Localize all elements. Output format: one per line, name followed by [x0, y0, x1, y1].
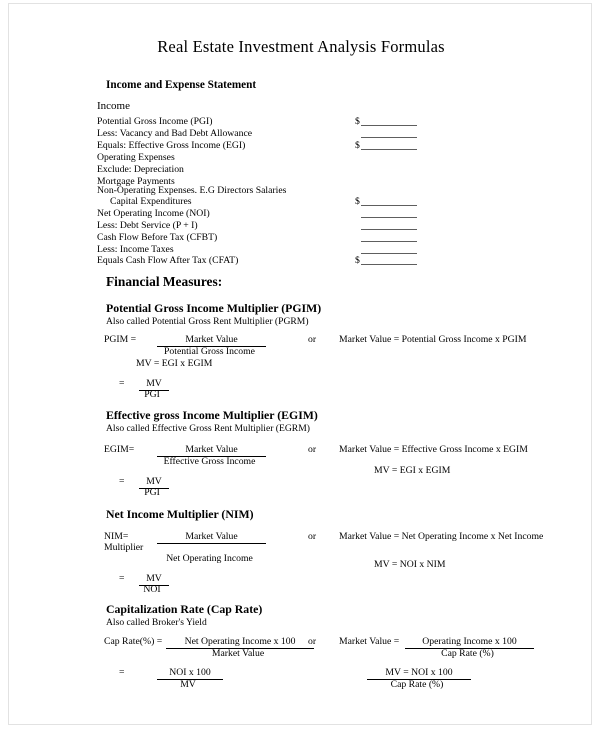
- cap-rate-equals-sign: =: [119, 667, 125, 678]
- nim-right-line-2: MV = NOI x NIM: [374, 559, 446, 570]
- egim-or-separator: or: [308, 444, 317, 455]
- income-row-rule: [361, 217, 417, 218]
- egim-right-line-2: MV = EGI x EGIM: [374, 465, 451, 476]
- cap-rate-alt-numerator: NOI x 100: [157, 667, 223, 680]
- nim-alt-denominator: NOI: [143, 584, 161, 595]
- income-row-label: Less: Income Taxes: [97, 244, 174, 255]
- nim-or-separator: or: [308, 531, 317, 542]
- cap-rate-title: Capitalization Rate (Cap Rate): [106, 602, 263, 616]
- egim-lhs: EGIM=: [104, 444, 135, 455]
- income-statement-heading: Income and Expense Statement: [106, 79, 257, 91]
- income-row-dollar: $: [355, 255, 360, 266]
- income-subheading: Income: [97, 100, 130, 112]
- cap-rate-right-denominator-2: Cap Rate (%): [390, 679, 444, 690]
- pgim-or-separator: or: [308, 334, 317, 345]
- income-row-rule: [361, 137, 417, 138]
- income-row-label: Exclude: Depreciation: [97, 164, 184, 175]
- pgim-alt-numerator: MV: [139, 378, 169, 391]
- income-row-label: Mortgage Payments: [97, 176, 175, 187]
- income-row-rule: [361, 149, 417, 150]
- nim-denominator: Net Operating Income: [166, 553, 253, 564]
- egim-title: Effective gross Income Multiplier (EGIM): [106, 408, 318, 422]
- income-row-dollar: $: [355, 116, 360, 127]
- cap-rate-right-numerator-2: MV = NOI x 100: [367, 667, 471, 680]
- cap-rate-alt-denominator: MV: [180, 679, 196, 690]
- cap-rate-or-separator: or: [308, 636, 317, 647]
- income-row-rule: [361, 241, 417, 242]
- nim-title: Net Income Multiplier (NIM): [106, 507, 254, 521]
- cap-rate-right-lhs: Market Value =: [339, 636, 400, 647]
- nim-numerator: Market Value: [157, 531, 266, 544]
- pgim-alt-denominator: PGI: [144, 389, 160, 400]
- pgim-numerator: Market Value: [157, 334, 266, 347]
- egim-equals-sign: =: [119, 476, 125, 487]
- egim-right-line: Market Value = Effective Gross Income x EGIM: [339, 444, 528, 455]
- pgim-equals-sign: =: [119, 378, 125, 389]
- egim-alt-denominator: PGI: [144, 487, 160, 498]
- income-row-label: Equals Cash Flow After Tax (CFAT): [97, 255, 239, 266]
- income-row-label: Cash Flow Before Tax (CFBT): [97, 232, 218, 243]
- income-row-rule: [361, 205, 417, 206]
- financial-measures-heading: Financial Measures:: [106, 274, 223, 289]
- cap-rate-right-numerator: Operating Income x 100: [405, 636, 534, 649]
- pgim-lhs: PGIM =: [104, 334, 137, 345]
- nim-alt-numerator: MV: [139, 573, 169, 586]
- pgim-right-line: Market Value = Potential Gross Income x PGIM: [339, 334, 527, 345]
- document-page: [8, 3, 592, 725]
- nim-equals-sign: =: [119, 573, 125, 584]
- egim-alt-numerator: MV: [139, 476, 169, 489]
- cap-rate-lhs: Cap Rate(%) =: [104, 636, 163, 647]
- pgim-extra-line: MV = EGI x EGIM: [136, 358, 213, 369]
- cap-rate-note: Also called Broker's Yield: [106, 617, 207, 628]
- pgim-title: Potential Gross Income Multiplier (PGIM): [106, 301, 322, 315]
- income-row-label: Less: Vacancy and Bad Debt Allowance: [97, 128, 253, 139]
- income-row-rule: [361, 229, 417, 230]
- nim-lhs-wrap: Multiplier: [104, 542, 144, 553]
- nim-lhs: NIM=: [104, 531, 129, 542]
- income-row-label: Equals: Effective Gross Income (EGI): [97, 140, 246, 151]
- income-row-rule: [361, 264, 417, 265]
- pgim-note: Also called Potential Gross Rent Multiplier (PGRM): [106, 316, 309, 327]
- income-row-label: Less: Debt Service (P + I): [97, 220, 198, 231]
- cap-rate-denominator: Market Value: [211, 648, 265, 659]
- page-title: Real Estate Investment Analysis Formulas: [157, 37, 445, 56]
- income-row-label: Net Operating Income (NOI): [97, 208, 210, 219]
- income-row-label: Operating Expenses: [97, 152, 175, 163]
- income-row-rule: [361, 125, 417, 126]
- income-row-dollar: $: [355, 196, 360, 207]
- cap-rate-numerator: Net Operating Income x 100: [166, 636, 314, 649]
- income-row-label: Capital Expenditures: [110, 196, 192, 207]
- income-row-dollar: $: [355, 140, 360, 151]
- egim-denominator: Effective Gross Income: [163, 456, 256, 467]
- income-row-label: Non-Operating Expenses. E.G Directors Salaries: [97, 185, 287, 196]
- nim-right-line: Market Value = Net Operating Income x Net Income: [339, 531, 544, 542]
- egim-numerator: Market Value: [157, 444, 266, 457]
- income-row-rule: [361, 253, 417, 254]
- egim-note: Also called Effective Gross Rent Multiplier (EGRM): [106, 423, 310, 434]
- document-content: [9, 4, 592, 725]
- cap-rate-right-denominator: Cap Rate (%): [441, 648, 494, 659]
- income-row-label: Potential Gross Income (PGI): [97, 116, 213, 127]
- pgim-denominator: Potential Gross Income: [164, 346, 255, 357]
